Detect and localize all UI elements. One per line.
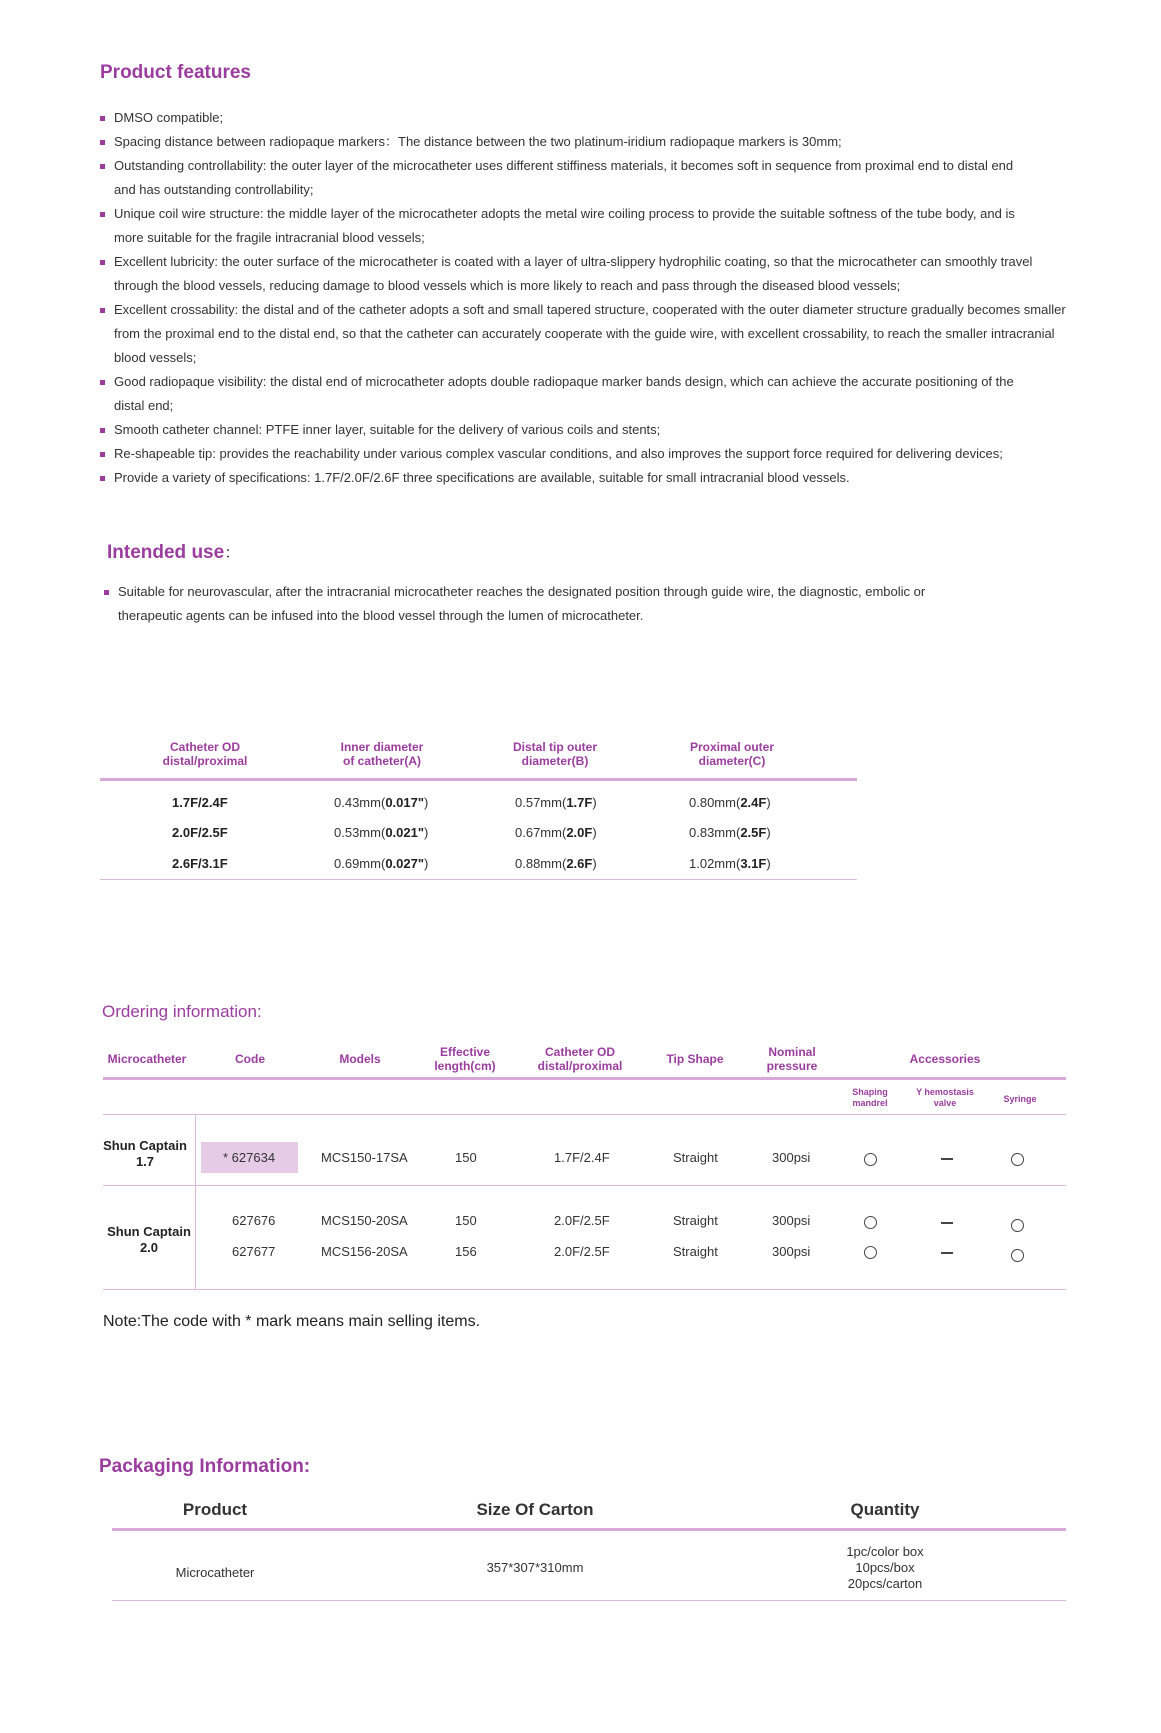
ord-subheader-rule <box>103 1114 1066 1115</box>
pack-header-size: Size Of Carton <box>476 1500 594 1519</box>
ord-length: 156 <box>455 1244 477 1259</box>
hemostasis-dash-icon <box>941 1158 953 1160</box>
ord-bottom-rule <box>103 1289 1066 1290</box>
intended-text: Suitable for neurovascular, after the intracranial microcatheter reaches the designated position through guide wire, the diagnostic, embolic or therapeutic agents can be infused into the blood vessel through the lumen of microcatheter. <box>104 580 984 628</box>
pack-quantity: 1pc/color box 10pcs/box 20pcs/carton <box>846 1544 924 1591</box>
ord-od: 2.0F/2.5F <box>554 1213 610 1228</box>
ord-header-rule <box>103 1077 1066 1080</box>
spec-od: 1.7F/2.4F <box>172 795 228 810</box>
feature-item: Excellent lubricity: the outer surface of the microcatheter is coated with a layer of ultra-slippery hydrophilic coating, so that the microcatheter can smoothly travel through the blood vessels, reducing damage to blood vessels which is more likely to reach and pass through the diseased blood vessels; <box>100 250 1064 298</box>
spec-proximal: 0.80mm(2.4F) <box>689 795 771 810</box>
ord-sub-syringe: Syringe <box>1003 1094 1037 1104</box>
pack-header-rule <box>112 1528 1066 1531</box>
syringe-circle-icon <box>1011 1219 1024 1232</box>
spec-header-distal <box>495 740 615 768</box>
ordering-title: Ordering information: <box>102 1002 262 1021</box>
spec-od: 2.6F/3.1F <box>172 856 228 871</box>
feature-item: Smooth catheter channel: PTFE inner layer, suitable for the delivery of various coils and stents; <box>100 418 1100 442</box>
ord-sub-shaping: Shaping mandrel <box>852 1087 888 1108</box>
spec-distal: 0.67mm(2.0F) <box>515 825 597 840</box>
group-name: Shun Captain 1.7 <box>103 1138 187 1169</box>
spec-inner: 0.69mm(0.027") <box>334 856 429 871</box>
spec-inner: 0.43mm(0.017") <box>334 795 429 810</box>
feature-item: Outstanding controllability: the outer layer of the microcatheter uses different stiffiness materials, it becomes soft in sequence from proximal end to distal end and has outstanding controllability; <box>100 154 1014 202</box>
spec-header-line: Proximal outer <box>689 740 775 754</box>
spec-proximal: 0.83mm(2.5F) <box>689 825 771 840</box>
ord-model: MCS150-20SA <box>321 1213 408 1228</box>
feature-item: Good radiopaque visibility: the distal end of microcatheter adopts double radiopaque marker bands design, which can achieve the accurate positioning of the distal end; <box>100 370 1034 418</box>
ord-header-microcatheter: Microcatheter <box>107 1052 187 1066</box>
spec-proximal: 1.02mm(3.1F) <box>689 856 771 871</box>
shaping-mandrel-circle-icon <box>864 1153 877 1166</box>
spec-header-line: diameter(B) <box>521 754 589 768</box>
pack-bottom-rule <box>112 1600 1066 1601</box>
syringe-circle-icon <box>1011 1249 1024 1262</box>
ord-code: * 627634 <box>223 1150 276 1165</box>
ord-tip: Straight <box>673 1213 718 1228</box>
spec-header-line: diameter(C) <box>698 754 766 768</box>
ord-header-tip: Tip Shape <box>666 1052 724 1066</box>
ord-header-pressure: Nominal pressure <box>766 1045 818 1073</box>
spec-header-line: Distal tip outer <box>512 740 597 754</box>
ord-pressure: 300psi <box>772 1213 811 1228</box>
ord-header-od: Catheter OD distal/proximal <box>537 1045 623 1073</box>
ord-vertical-divider <box>195 1115 196 1289</box>
syringe-circle-icon <box>1011 1153 1024 1166</box>
pack-product: Microcatheter <box>175 1565 255 1580</box>
ord-code: 627677 <box>232 1244 276 1259</box>
intended-list <box>104 580 984 628</box>
pack-size: 357*307*310mm <box>486 1560 584 1575</box>
ord-header-code: Code <box>235 1052 265 1066</box>
ord-pressure: 300psi <box>772 1244 811 1259</box>
spec-distal: 0.88mm(2.6F) <box>515 856 597 871</box>
spec-header-proximal <box>672 740 792 768</box>
ord-od: 1.7F/2.4F <box>554 1150 610 1165</box>
feature-item: DMSO compatible; <box>100 106 1100 130</box>
pack-header-product: Product <box>182 1500 248 1519</box>
feature-item: Provide a variety of specifications: 1.7F/2.0F/2.6F three specifications are available, suitable for small intracranial blood vessels. <box>100 466 1100 490</box>
ord-header-accessories: Accessories <box>909 1052 981 1066</box>
ord-length: 150 <box>455 1150 477 1165</box>
feature-item: Re-shapeable tip: provides the reachability under various complex vascular conditions, and also improves the support force required for delivering devices; <box>100 442 1100 466</box>
spec-header-rule <box>100 778 857 781</box>
ord-length: 150 <box>455 1213 477 1228</box>
intended-title-text: Intended use <box>107 542 225 563</box>
feature-item: Unique coil wire structure: the middle layer of the microcatheter adopts the metal wire coiling process to provide the suitable softness of the tube body, and is more suitable for the fragile intracranial blood vessels; <box>100 202 1044 250</box>
ord-model: MCS150-17SA <box>321 1150 408 1165</box>
ord-header-length: Effective length(cm) <box>434 1045 496 1073</box>
spec-header-inner <box>322 740 442 768</box>
hemostasis-dash-icon <box>941 1222 953 1224</box>
ord-sub-hemostasis: Y hemostasis valve <box>916 1087 974 1108</box>
ordering-note: Note:The code with * mark means main selling items. <box>103 1313 481 1330</box>
packaging-title: Packaging Information: <box>99 1456 311 1477</box>
feature-item: Spacing distance between radiopaque markers：The distance between the two platinum-iridium radiopaque markers is 30mm; <box>100 130 1100 154</box>
intended-title-colon: ： <box>224 545 241 562</box>
ord-od: 2.0F/2.5F <box>554 1244 610 1259</box>
ord-pressure: 300psi <box>772 1150 811 1165</box>
spec-bottom-rule <box>100 879 857 880</box>
spec-header-od <box>145 740 265 768</box>
shaping-mandrel-circle-icon <box>864 1246 877 1259</box>
spec-header-line: distal/proximal <box>162 754 248 768</box>
ord-tip: Straight <box>673 1244 718 1259</box>
pack-header-quantity: Quantity <box>850 1500 920 1519</box>
ord-header-models: Models <box>339 1052 381 1066</box>
group-name: Shun Captain 2.0 <box>107 1224 191 1255</box>
features-list <box>100 106 1100 490</box>
spec-distal: 0.57mm(1.7F) <box>515 795 597 810</box>
ord-code: 627676 <box>232 1213 276 1228</box>
spec-header-line: Inner diameter <box>340 740 424 754</box>
ord-model: MCS156-20SA <box>321 1244 408 1259</box>
shaping-mandrel-circle-icon <box>864 1216 877 1229</box>
intended-title <box>107 540 240 564</box>
hemostasis-dash-icon <box>941 1252 953 1254</box>
ord-group-rule <box>103 1185 1066 1186</box>
spec-od: 2.0F/2.5F <box>172 825 228 840</box>
spec-inner: 0.53mm(0.021") <box>334 825 429 840</box>
spec-header-line: of catheter(A) <box>342 754 421 768</box>
spec-header-line: Catheter OD <box>169 740 240 754</box>
ord-tip: Straight <box>673 1150 718 1165</box>
feature-item: Excellent crossability: the distal and of the catheter adopts a soft and small tapered structure, cooperated with the outer diameter structure gradually becomes smaller from the proximal end to the distal end, so that the catheter can accurately cooperate with the guide wire, with excellent crossability, to reach the smaller intracranial blood vessels; <box>100 298 1084 370</box>
features-title: Product features <box>100 62 251 83</box>
